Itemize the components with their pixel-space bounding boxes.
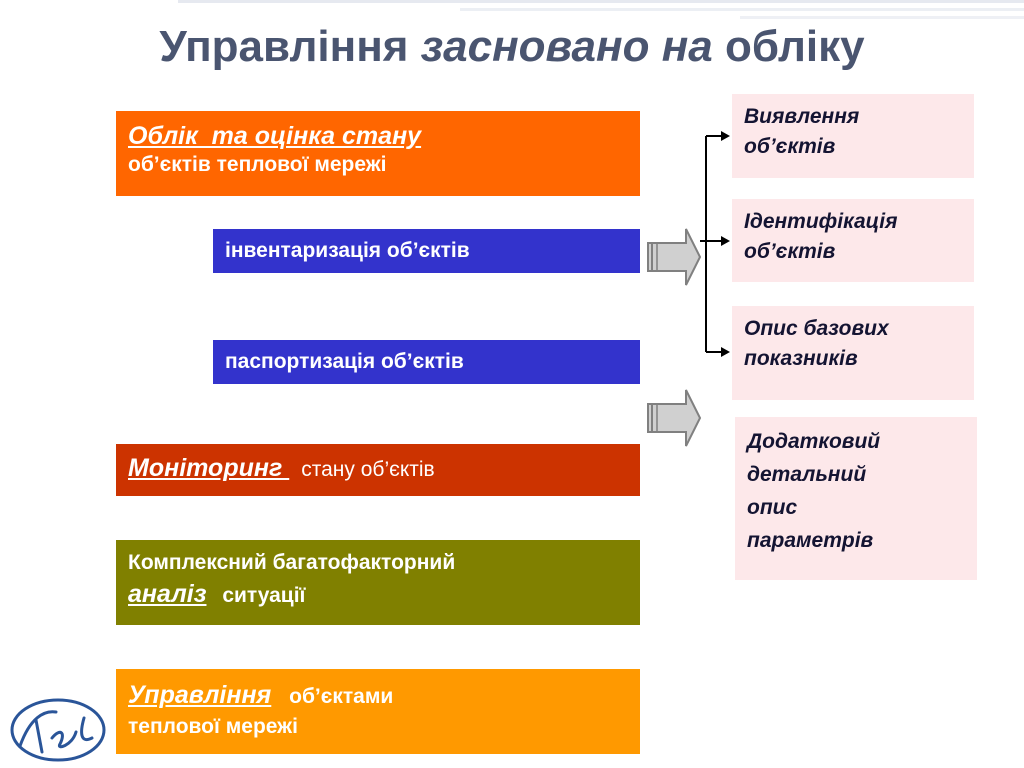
bracket-connector	[700, 131, 730, 357]
box-extra-l4: параметрів	[747, 529, 874, 552]
title-part-3: обліку	[724, 22, 865, 71]
title-part-2: засновано на	[420, 22, 713, 71]
box-oblik-lead: Облік та оцінка стану	[128, 122, 422, 150]
box-oblik-rest: об’єктів теплової мережі	[128, 153, 387, 176]
box-identify	[732, 94, 974, 178]
box-extra-l2: детальний	[747, 463, 867, 486]
box-base	[732, 306, 974, 400]
box-base-l1: Опис базових	[744, 317, 889, 340]
box-identification-l2: об’єктів	[744, 240, 836, 263]
box-analysis-rest: ситуації	[222, 584, 306, 607]
right-arrow-icon	[648, 390, 700, 446]
box-monitoring-rest: стану об’єктів	[301, 458, 435, 481]
box-management-rest2: теплової мережі	[128, 715, 298, 738]
box-management-lead: Управління	[128, 681, 272, 709]
box-inventory: інвентаризація об’єктів	[213, 229, 640, 273]
box-analysis-lead: аналіз	[128, 580, 207, 608]
box-analysis-line1: Комплексний багатофакторний	[128, 551, 456, 574]
right-arrow-icon	[648, 229, 700, 285]
box-extra-l1: Додатковий	[747, 430, 881, 453]
box-identify-l1: Виявлення	[744, 105, 860, 128]
box-identification-l1: Ідентифікація	[744, 210, 898, 233]
box-management-rest1: об’єктами	[289, 685, 394, 708]
box-extra-l3: опис	[747, 496, 798, 519]
box-extra	[735, 417, 977, 580]
box-passport: паспортизація об’єктів	[213, 340, 640, 384]
title-part-1: Управління	[159, 22, 409, 71]
box-monitoring-lead: Моніторинг	[128, 454, 290, 482]
box-identification	[732, 199, 974, 282]
box-base-l2: показників	[744, 347, 858, 370]
logo-icon	[0, 688, 110, 768]
box-identify-l2: об’єктів	[744, 135, 836, 158]
